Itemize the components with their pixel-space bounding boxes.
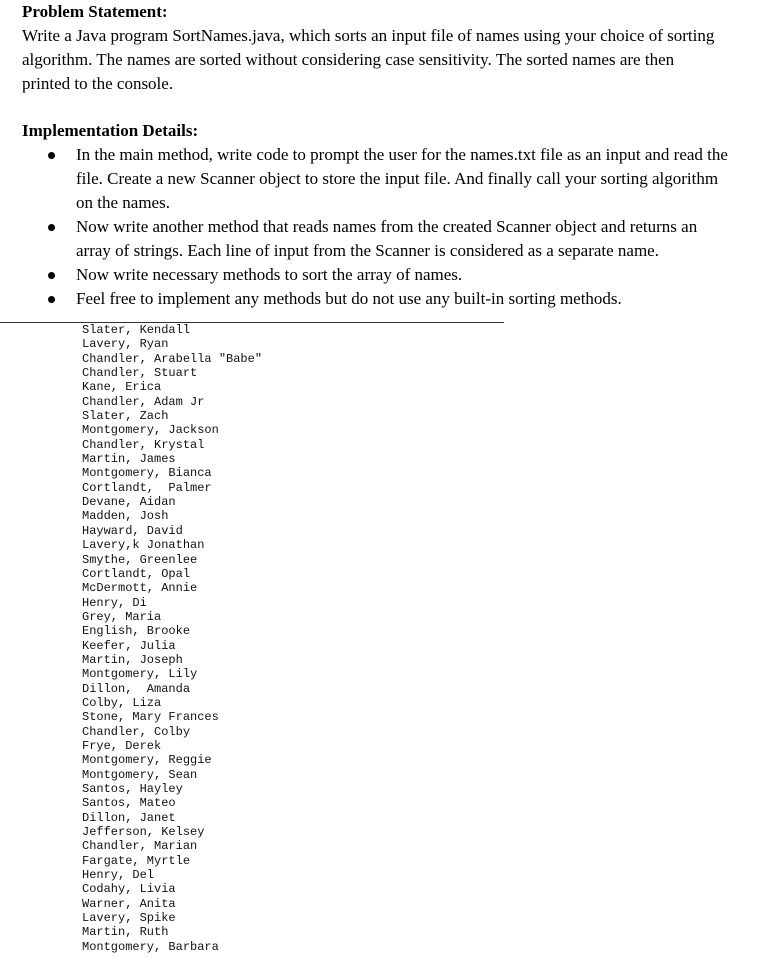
problem-statement-text: Write a Java program SortNames.java, which sorts an input file of names using your choice of sorting algorithm. The names are sorted without considering case sensitivity. The sorted names are then printed to the console. xyxy=(22,26,715,93)
bullet-dot-icon xyxy=(48,224,55,231)
name-line: Henry, Di xyxy=(82,595,147,610)
name-line: Slater, Zach xyxy=(82,409,169,424)
assignment-document xyxy=(22,0,752,311)
name-line: Lavery, Spike xyxy=(82,911,176,926)
name-line: Codahy, Livia xyxy=(82,882,176,897)
name-line: Frye, Derek xyxy=(82,738,162,753)
name-line: Chandler, Krystal xyxy=(82,437,205,452)
bullet-dot-icon xyxy=(48,152,55,159)
name-line: Santos, Hayley xyxy=(82,782,183,796)
name-line: Chandler, Arabella "Babe" xyxy=(82,351,263,366)
name-line: Madden, Josh xyxy=(82,509,169,524)
name-line: Warner, Anita xyxy=(82,896,176,911)
name-line: Keefer, Julia xyxy=(82,638,176,653)
name-line: Colby, Liza xyxy=(82,695,162,710)
bullet-text: Feel free to implement any methods but do not use any built-in sorting methods. xyxy=(76,289,622,308)
implementation-bullet-list xyxy=(22,143,752,311)
bullet-text: In the main method, write code to prompt the user for the names.txt file as an input and read the file. Create a new Scanner object to store the input file. And finally call your sorting algorithm on the names. xyxy=(76,145,728,212)
name-line: Devane, Aidan xyxy=(82,495,176,510)
name-line: Montgomery, Jackson xyxy=(82,423,219,438)
bullet-dot-icon xyxy=(48,296,55,303)
names-file-listing xyxy=(82,323,262,954)
name-line: Chandler, Colby xyxy=(82,724,191,739)
name-line: Lavery,k Jonathan xyxy=(82,538,205,553)
name-line: English, Brooke xyxy=(82,624,191,639)
name-line: Jefferson, Kelsey xyxy=(82,825,205,840)
implementation-details-heading: Implementation Details: xyxy=(22,121,199,140)
name-line: Dillon, Amanda xyxy=(82,681,191,696)
section-gap xyxy=(22,96,752,119)
name-line: Cortlandt, Opal xyxy=(82,566,191,581)
name-line: Montgomery, Barbara xyxy=(82,939,219,954)
name-line: Cortlandt, Palmer xyxy=(82,480,212,495)
name-line: Martin, James xyxy=(82,452,176,467)
bullet-item xyxy=(22,143,736,215)
name-line: Montgomery, Sean xyxy=(82,767,198,782)
name-line: Fargate, Myrtle xyxy=(82,853,191,868)
bullet-dot-icon xyxy=(48,272,55,279)
name-line: Montgomery, Bianca xyxy=(82,466,212,481)
bullet-item xyxy=(22,287,736,311)
name-line: Martin, Ruth xyxy=(82,925,169,940)
name-line: McDermott, Annie xyxy=(82,581,198,596)
name-line: Grey, Maria xyxy=(82,609,162,624)
name-line: Montgomery, Reggie xyxy=(82,753,212,768)
bullet-item xyxy=(22,263,736,287)
name-line: Montgomery, Lily xyxy=(82,667,198,682)
name-line: Henry, Del xyxy=(82,868,155,883)
name-line: Smythe, Greenlee xyxy=(82,552,198,567)
name-line: Slater, Kendall xyxy=(82,323,191,337)
name-line: Chandler, Marian xyxy=(82,839,198,854)
bullet-text: Now write necessary methods to sort the array of names. xyxy=(76,265,463,284)
name-line: Martin, Joseph xyxy=(82,652,183,667)
problem-statement-heading: Problem Statement: xyxy=(22,2,168,21)
name-line: Santos, Mateo xyxy=(82,796,176,811)
bullet-text: Now write another method that reads names from the created Scanner object and returns an array of strings. Each line of input from the Scanner is considered as a separate name. xyxy=(76,217,698,260)
name-line: Chandler, Adam Jr xyxy=(82,394,205,409)
name-line: Kane, Erica xyxy=(82,380,162,395)
name-line: Lavery, Ryan xyxy=(82,337,169,352)
name-line: Dillon, Janet xyxy=(82,810,176,825)
bullet-item xyxy=(22,215,736,263)
name-line: Stone, Mary Frances xyxy=(82,710,219,725)
name-line: Chandler, Stuart xyxy=(82,366,198,381)
name-line: Hayward, David xyxy=(82,523,183,538)
